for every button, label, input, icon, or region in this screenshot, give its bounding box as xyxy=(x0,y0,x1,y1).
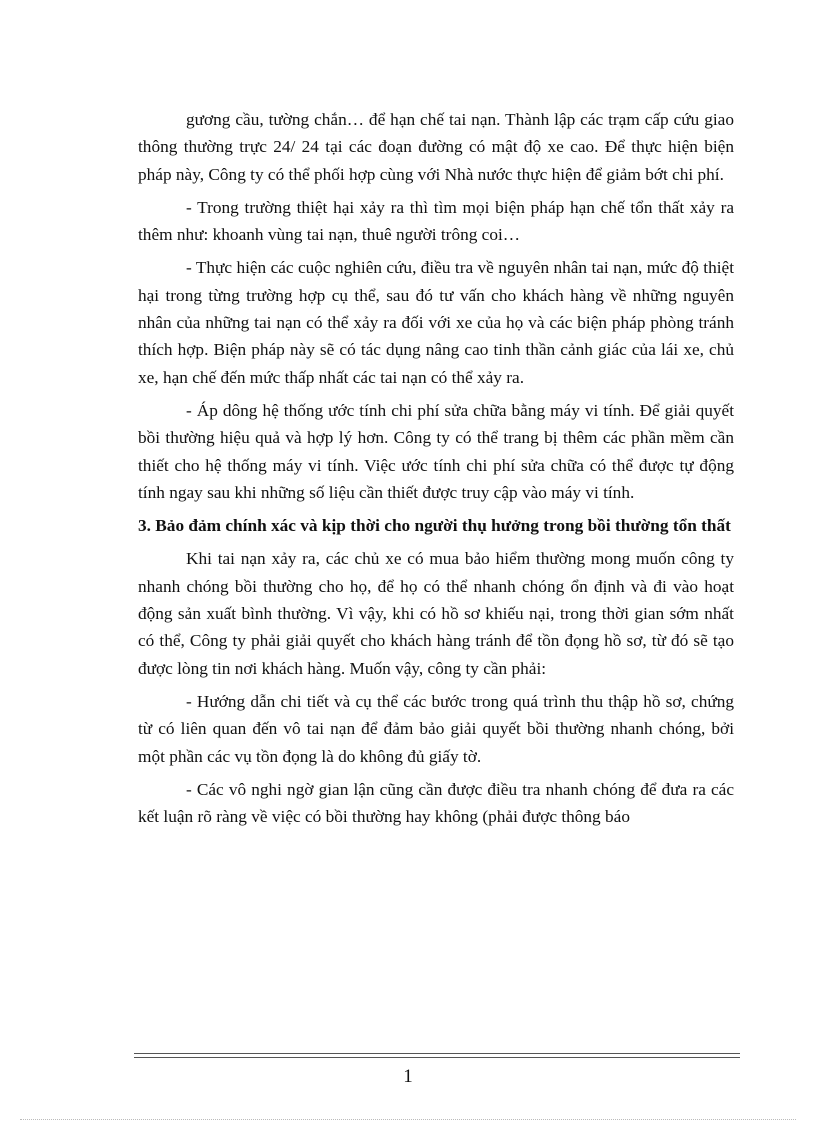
paragraph-3: - Thực hiện các cuộc nghiên cứu, điều tra về nguyên nhân tai nạn, mức độ thiệt hại trong từng trường hợp cụ thể, sau đó tư vấn cho khách hàng về những nguyên nhân của những tai nạn có thể xảy ra đối với xe của họ và các biện pháp phòng tránh thích hợp. Biện pháp này sẽ có tác dụng nâng cao tinh thần cảnh giác của lái xe, chủ xe, hạn chế đến mức thấp nhất các tai nạn có thể xảy ra. xyxy=(138,258,734,387)
paragraph-4: - Áp dông hệ thống ước tính chi phí sửa chữa bằng máy vi tính. Để giải quyết bồi thường hiệu quả và hợp lý hơn. Công ty có thể trang bị thêm các phần mềm cần thiết cho hệ thống máy vi tính. Việc ước tính chi phí sửa chữa có thể được tự động tính ngay sau khi những số liệu cần thiết được truy cập vào máy vi tính. xyxy=(138,400,734,502)
page-number: 1 xyxy=(403,1066,413,1087)
paragraph-2: - Trong trường thiệt hại xảy ra thì tìm mọi biện pháp hạn chế tổn thất xảy ra thêm như: khoanh vùng tai nạn, thuê người trông coi… xyxy=(138,197,734,245)
paragraph-6: - Hướng dẫn chi tiết và cụ thể các bước trong quá trình thu thập hồ sơ, chứng từ có liên quan đến vô tai nạn để đảm bảo giải quyết bồi thường nhanh chóng, bởi một phần các vụ tồn đọng là do không đủ giấy tờ. xyxy=(138,691,734,766)
paragraph-1: gương cầu, tường chắn… để hạn chế tai nạn. Thành lập các trạm cấp cứu giao thông thường trực 24/ 24 tại các đoạn đường có mật độ xe cao. Để thực hiện biện pháp này, Công ty có thể phối hợp cùng với Nhà nước thực hiện để giảm bớt chi phí. xyxy=(138,110,734,184)
paragraph-5: Khi tai nạn xảy ra, các chủ xe có mua bảo hiểm thường mong muốn công ty nhanh chóng bồi thường cho họ, để họ có thể nhanh chóng ổn định và đi vào hoạt động sản xuất bình thường. Vì vậy, khi có hồ sơ khiếu nại, trong thời gian sớm nhất có thể, Công ty phải giải quyết cho khách hàng tránh để tồn đọng hồ sơ, từ đó sẽ tạo được lòng tin nơi khách hàng. Muốn vậy, công ty cần phải: xyxy=(138,549,734,678)
section-heading: 3. Bảo đảm chính xác và kịp thời cho người thụ hưởng trong bồi thường tổn thất xyxy=(138,516,731,536)
document-body xyxy=(138,106,734,836)
paragraph-7: - Các vô nghi ngờ gian lận cũng cần được điều tra nhanh chóng để đưa ra các kết luận rõ ràng về việc có bồi thường hay không (phải được thông báo xyxy=(138,779,734,827)
page-edge-dotted-line xyxy=(20,1119,796,1120)
footer-divider xyxy=(134,1053,740,1058)
